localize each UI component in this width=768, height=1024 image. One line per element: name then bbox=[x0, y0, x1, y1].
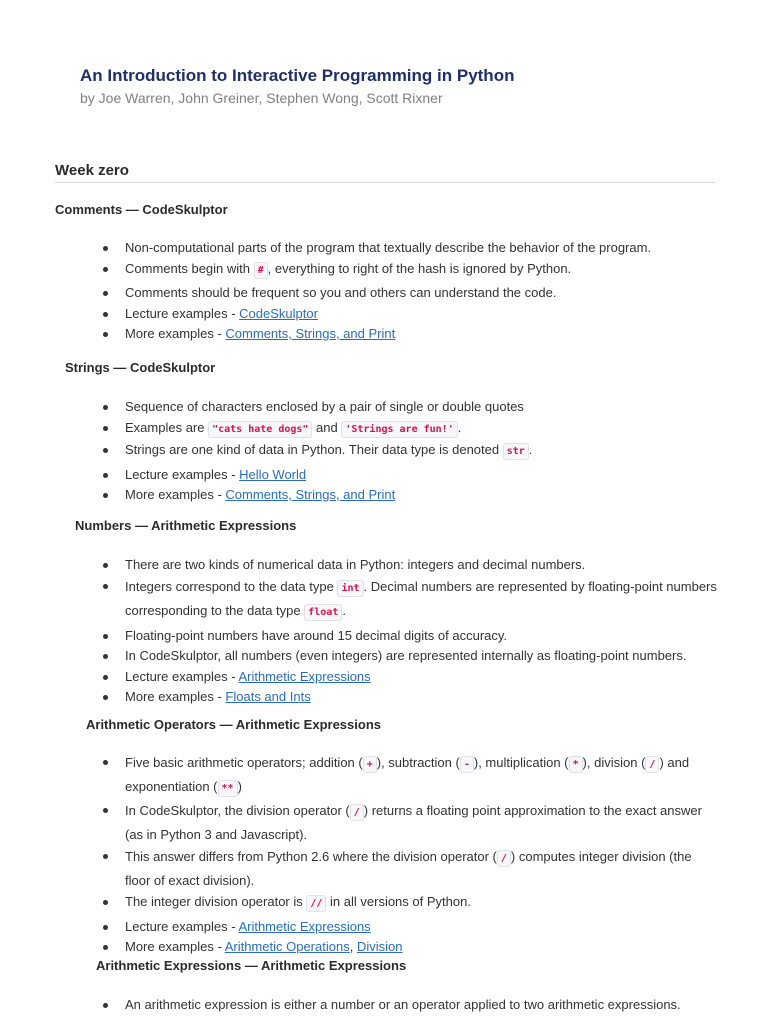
inline-code: int bbox=[337, 580, 363, 597]
list-item: Integers correspond to the data type int . Decimal numbers are represented by floating-point numbers corresponding to the data type float . bbox=[0, 576, 768, 624]
list-item: More examples - Floats and Ints bbox=[0, 687, 768, 708]
hello-world-link[interactable]: Hello World bbox=[239, 466, 307, 482]
inline-code: "cats hate dogs" bbox=[208, 421, 312, 438]
list-item: Lecture examples - Hello World bbox=[0, 465, 768, 486]
strings-list bbox=[0, 397, 768, 506]
week-heading: Week zero bbox=[55, 162, 129, 179]
document-authors: by Joe Warren, John Greiner, Stephen Wong, Scott Rixner bbox=[80, 90, 443, 106]
inline-code: ** bbox=[218, 780, 238, 797]
list-item: In CodeSkulptor, the division operator ( / ) returns a floating point approximation to the exact answer (as in Python 3 and Javascript). bbox=[0, 800, 768, 846]
numbers-list bbox=[0, 555, 768, 708]
section-heading-numbers: Numbers — Arithmetic Expressions bbox=[75, 518, 297, 533]
list-item: More examples - Arithmetic Operations, Division bbox=[0, 937, 768, 958]
list-item: Five basic arithmetic operators; addition ( + ), subtraction ( - ), multiplication ( * ), division ( / ) and exponentiation ( ** ) bbox=[0, 752, 768, 800]
section-heading-comments: Comments — CodeSkulptor bbox=[55, 202, 228, 217]
list-item: Lecture examples - Arithmetic Expressions bbox=[0, 917, 768, 938]
arithmetic-expressions-link[interactable]: Arithmetic Expressions bbox=[238, 668, 371, 684]
list-item: More examples - Comments, Strings, and Print bbox=[0, 485, 768, 506]
list-item: An arithmetic expression is either a number or an operator applied to two arithmetic expressions. bbox=[0, 995, 768, 1016]
list-item: Lecture examples - Arithmetic Expressions bbox=[0, 667, 768, 688]
inline-code: / bbox=[497, 850, 511, 867]
comments-strings-print-link[interactable]: Comments, Strings, and Print bbox=[225, 487, 396, 502]
comments-list bbox=[0, 238, 768, 345]
floats-and-ints-link[interactable]: Floats and Ints bbox=[225, 689, 311, 704]
list-item: Lecture examples - CodeSkulptor bbox=[0, 304, 768, 325]
inline-code: // bbox=[306, 895, 326, 912]
section-heading-arithmetic-operators: Arithmetic Operators — Arithmetic Expressions bbox=[86, 717, 381, 732]
inline-code: + bbox=[363, 756, 377, 773]
list-item: Strings are one kind of data in Python. Their data type is denoted str . bbox=[0, 440, 768, 463]
inline-code: / bbox=[350, 804, 364, 821]
list-item: In CodeSkulptor, all numbers (even integers) are represented internally as floating-point numbers. bbox=[0, 646, 768, 667]
section-heading-strings: Strings — CodeSkulptor bbox=[65, 360, 216, 375]
list-item: Comments begin with # , everything to right of the hash is ignored by Python. bbox=[0, 259, 768, 282]
list-item: The integer division operator is // in all versions of Python. bbox=[0, 892, 768, 915]
list-item: More examples - Comments, Strings, and Print bbox=[0, 324, 768, 345]
division-link[interactable]: Division bbox=[356, 939, 403, 954]
list-item: Non-computational parts of the program that textually describe the behavior of the program. bbox=[0, 238, 768, 259]
list-item: Sequence of characters enclosed by a pair of single or double quotes bbox=[0, 397, 768, 418]
inline-code: str bbox=[503, 443, 529, 460]
list-item: Floating-point numbers have around 15 decimal digits of accuracy. bbox=[0, 626, 768, 647]
list-item: Comments should be frequent so you and others can understand the code. bbox=[0, 283, 768, 304]
inline-code: 'Strings are fun!' bbox=[341, 421, 457, 438]
codeskulptor-link[interactable]: CodeSkulptor bbox=[239, 305, 318, 321]
arithmetic-operators-list bbox=[0, 752, 768, 958]
inline-code: # bbox=[254, 262, 268, 279]
list-item: There are two kinds of numerical data in Python: integers and decimal numbers. bbox=[0, 555, 768, 576]
week-divider bbox=[55, 182, 715, 183]
comments-strings-print-link[interactable]: Comments, Strings, and Print bbox=[225, 326, 396, 341]
document-title: An Introduction to Interactive Programming in Python bbox=[80, 66, 515, 85]
inline-code: / bbox=[645, 756, 659, 773]
list-item: Examples are "cats hate dogs" and 'Strings are fun!' . bbox=[0, 418, 768, 441]
list-item: This answer differs from Python 2.6 where the division operator ( / ) computes integer division (the floor of exact division). bbox=[0, 846, 768, 892]
arithmetic-expressions-list bbox=[0, 995, 768, 1016]
inline-code: float bbox=[304, 604, 342, 621]
inline-code: * bbox=[569, 756, 583, 773]
section-heading-arithmetic-expressions: Arithmetic Expressions — Arithmetic Expressions bbox=[96, 958, 407, 973]
inline-code: - bbox=[460, 756, 474, 773]
arithmetic-operations-link[interactable]: Arithmetic Operations bbox=[224, 939, 350, 954]
arithmetic-expressions-link[interactable]: Arithmetic Expressions bbox=[238, 918, 371, 934]
